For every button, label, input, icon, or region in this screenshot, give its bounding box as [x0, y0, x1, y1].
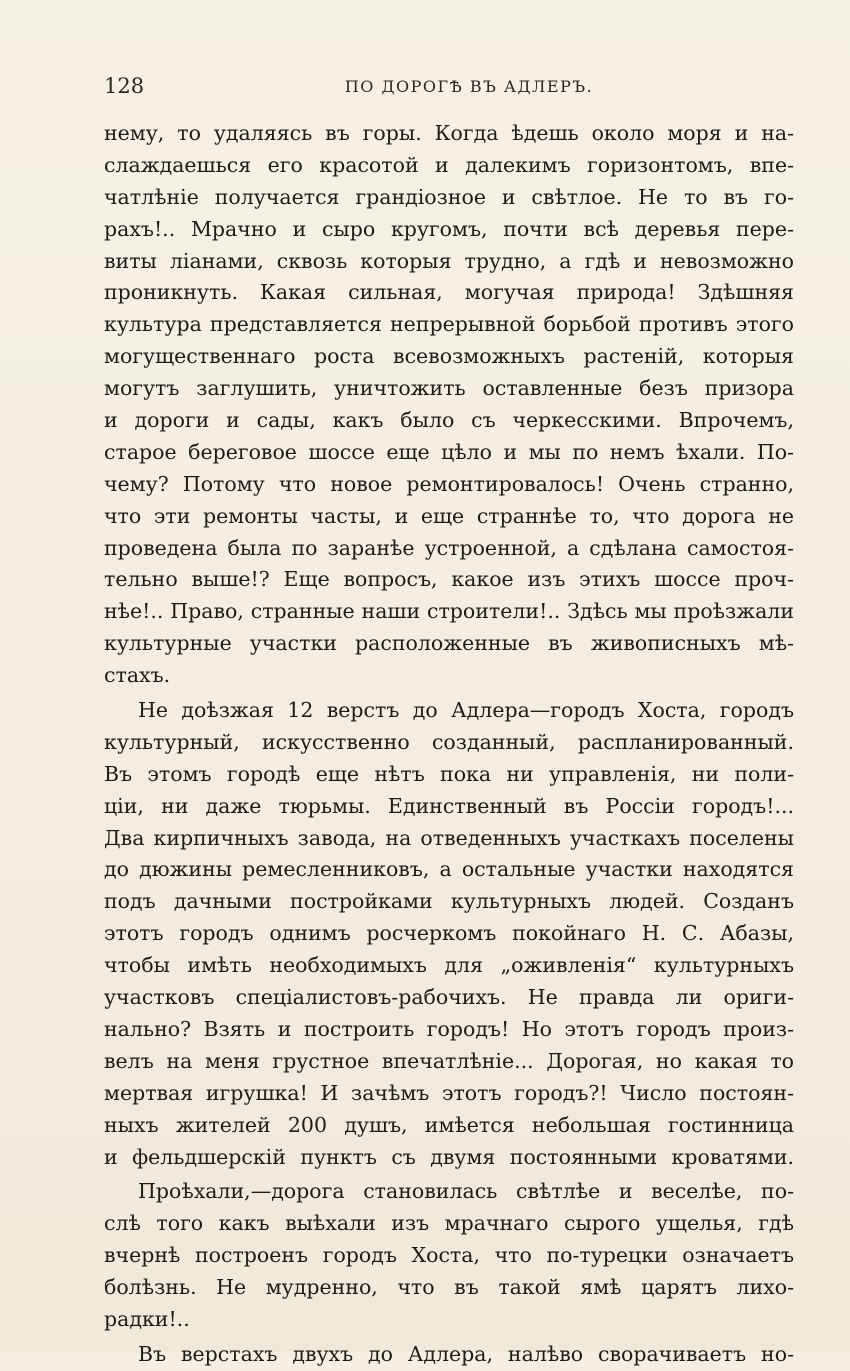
paragraph: [104, 118, 794, 692]
text-line: нему, то удаляясь въ горы. Когда ѣдешь около моря и на-: [104, 121, 794, 145]
text-line: тельно выше!? Еще вопросъ, какое изъ этихъ шоссе проч-: [104, 567, 794, 592]
text-line: велъ на меня грустное впечатлѣніе... Дорогая, но какая то: [104, 1048, 794, 1073]
page-header: [104, 74, 794, 104]
text-line: Проѣхали,—дорога становилась свѣтлѣе и веселѣе, по-: [138, 1179, 794, 1204]
text-line: старое береговое шоссе еще цѣло и мы по немъ ѣхали. По-: [104, 439, 794, 464]
text-line: что эти ремонты часты, и еще страннѣе то, что дорога не: [104, 503, 794, 528]
text-line: этотъ городъ однимъ росчеркомъ покойнаго Н. С. Абазы,: [104, 921, 794, 946]
text-line: проведена была по заранѣе устроенной, а сдѣлана самостоя-: [104, 535, 794, 560]
running-title: ПО ДОРОГѢ ВЪ АДЛЕРЪ.: [344, 77, 594, 96]
page-number: 128: [104, 74, 145, 98]
text-line: культурные участки расположенные въ живописныхъ мѣ-: [104, 631, 794, 656]
text-line: чатлѣніе получается грандіозное и свѣтлое. Не то въ го-: [104, 184, 794, 209]
text-line: могущественнаго роста всевозможныхъ растеній, которыя: [104, 344, 794, 369]
text-line: и фельдшерскій пунктъ съ двумя постоянными кроватями.: [104, 1144, 794, 1169]
text-line: могутъ заглушить, уничтожить оставленные безъ призора: [104, 376, 794, 401]
text-line: чтобы имѣть необходимыхъ для „оживленія“ культурныхъ: [104, 953, 794, 978]
text-line: радки!..: [104, 1306, 190, 1331]
text-line: культурный, искусственно созданный, распланированный.: [104, 729, 794, 754]
text-line: чему? Потому что новое ремонтировалось! Очень странно,: [104, 471, 794, 496]
text-line: участковъ спеціалистовъ-рабочихъ. Не правда ли ориги-: [104, 985, 794, 1010]
text-line: рахъ!.. Мрачно и сыро кругомъ, почти всѣ деревья пере-: [104, 216, 794, 241]
text-line: подъ дачными постройками культурныхъ людей. Созданъ: [104, 889, 794, 914]
text-line: Въ верстахъ двухъ до Адлера, налѣво сворачиваетъ но-: [138, 1341, 794, 1366]
text-line: нѣе!.. Право, странные наши строители!.. Здѣсь мы проѣзжали: [104, 599, 794, 624]
text-line: Не доѣзжая 12 верстъ до Адлера—городъ Хоста, городъ: [138, 698, 794, 723]
text-line: стахъ.: [104, 663, 171, 688]
text-line: до дюжины ремесленниковъ, а остальные участки находятся: [104, 857, 794, 882]
text-line: виты ліанами, сквозь которыя трудно, а гдѣ и невозможно: [104, 248, 794, 273]
body-text: [104, 118, 794, 1371]
text-line: ныхъ жителей 200 душъ, имѣется небольшая гостинница: [104, 1112, 794, 1137]
text-line: нально? Взять и построить городъ! Но этотъ городъ произ-: [104, 1016, 794, 1041]
text-line: культура представляется непрерывной борьбой противъ этого: [104, 312, 794, 337]
text-line: вчернѣ построенъ городъ Хоста, что по-турецки означаетъ: [104, 1243, 794, 1268]
text-line: болѣзнь. Не мудренно, что въ такой ямѣ царятъ лихо-: [104, 1275, 794, 1300]
text-line: ціи, ни даже тюрьмы. Единственный въ Россіи городъ!...: [104, 793, 794, 818]
text-line: мертвая игрушка! И зачѣмъ этотъ городъ?! Число постоян-: [104, 1080, 794, 1105]
text-line: Два кирпичныхъ завода, на отведенныхъ участкахъ поселены: [104, 825, 794, 850]
text-line: слаждаешься его красотой и далекимъ горизонтомъ, впе-: [104, 152, 794, 177]
text-line: проникнуть. Какая сильная, могучая природа! Здѣшняя: [104, 280, 794, 305]
paragraph: [104, 695, 794, 1173]
text-line: слѣ того какъ выѣхали изъ мрачнаго сырого ущелья, гдѣ: [104, 1211, 794, 1236]
text-line: и дороги и сады, какъ было съ черкесскими. Впрочемъ,: [104, 408, 794, 433]
paragraph: [104, 1176, 794, 1335]
text-line: Въ этомъ городѣ еще нѣтъ пока ни управленія, ни поли-: [104, 761, 794, 786]
paragraph: [104, 1339, 794, 1371]
